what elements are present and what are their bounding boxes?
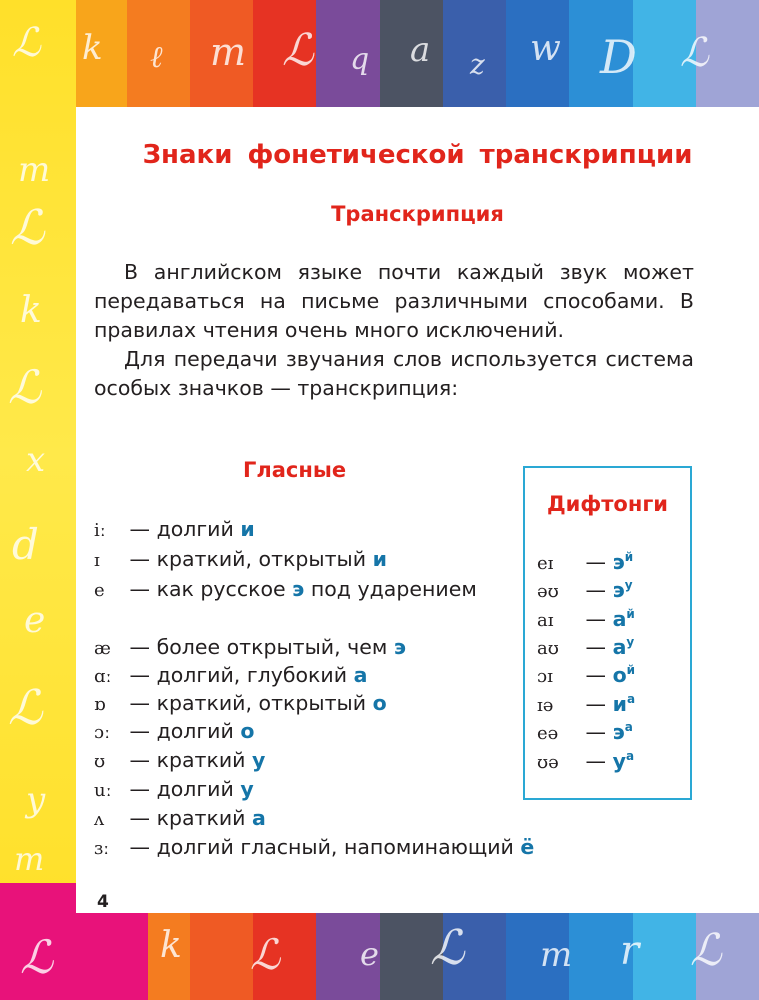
- intro-text: [94, 258, 694, 403]
- diphthong-sound: а: [612, 635, 627, 659]
- diphthong-sound: э: [612, 720, 625, 744]
- vowel-description: краткий, открытый: [156, 547, 367, 571]
- vowel-description: долгий: [156, 719, 234, 743]
- vowel-sound: а: [353, 663, 368, 687]
- diphthong-row: [537, 578, 677, 607]
- vowel-row: [94, 835, 654, 864]
- diphthong-glide: а: [626, 692, 636, 707]
- vowel-dash: —: [129, 663, 151, 687]
- vowel-row: [94, 577, 494, 606]
- vowel-sound: э: [292, 577, 305, 601]
- vowel-row: [94, 663, 494, 692]
- diphthong-symbol: eɪ: [537, 553, 554, 574]
- vowels-heading: Гласные: [243, 458, 347, 482]
- vowel-row: [94, 719, 494, 748]
- vowel-dash: —: [129, 719, 151, 743]
- vowel-symbol: ɜː: [94, 838, 110, 859]
- vowel-description: краткий: [156, 748, 246, 772]
- vowel-sound: у: [240, 777, 254, 801]
- diphthong-glide: й: [624, 550, 634, 565]
- diphthong-dash: —: [585, 635, 607, 659]
- vowel-description: как русское: [156, 577, 286, 601]
- vowel-sound: у: [252, 748, 266, 772]
- page-title: Знаки фонетической транскрипции: [142, 140, 693, 170]
- vowel-description: долгий, глубокий: [156, 663, 348, 687]
- vowel-sound: и: [240, 517, 255, 541]
- vowel-dash: —: [129, 835, 151, 859]
- left-color-band: [0, 0, 76, 913]
- diphthong-glide: й: [626, 663, 636, 678]
- vowel-sound: о: [372, 691, 387, 715]
- vowel-dash: —: [129, 517, 151, 541]
- diphthongs-box: [523, 466, 692, 800]
- diphthong-symbol: ɔɪ: [537, 666, 553, 687]
- diphthong-dash: —: [585, 692, 607, 716]
- diphthong-row: [537, 692, 677, 721]
- vowel-row: [94, 777, 494, 806]
- vowel-sound: и: [372, 547, 387, 571]
- diphthong-glide: а: [624, 720, 633, 735]
- vowel-dash: —: [129, 547, 151, 571]
- vowel-sound: ё: [520, 835, 535, 859]
- vowel-sound: о: [240, 719, 255, 743]
- diphthong-dash: —: [585, 749, 607, 773]
- vowel-description: краткий: [156, 806, 246, 830]
- diphthong-dash: —: [585, 663, 607, 687]
- diphthong-sound: э: [612, 578, 625, 602]
- diphthong-symbol: aɪ: [537, 610, 554, 631]
- vowel-row: [94, 748, 494, 777]
- diphthong-glide: й: [626, 607, 635, 622]
- diphthong-dash: —: [585, 578, 607, 602]
- diphthong-symbol: ʊə: [537, 752, 559, 773]
- diphthong-symbol: eə: [537, 723, 559, 744]
- vowel-description: долгий гласный, напоминающий: [156, 835, 514, 859]
- diphthong-dash: —: [585, 550, 607, 574]
- diphthong-row: [537, 607, 677, 636]
- top-color-band: [0, 0, 759, 107]
- diphthong-sound: и: [612, 692, 627, 716]
- diphthong-glide: а: [625, 749, 635, 764]
- vowel-dash: —: [129, 635, 151, 659]
- vowel-symbol: ɪ: [94, 550, 100, 571]
- vowel-dash: —: [129, 748, 151, 772]
- vowel-dash: —: [129, 806, 151, 830]
- decorative-letters: ℒ k ℓ m ℒ q a z w D ℒ m ℒ k ℒ x d e ℒ y m ℒ k ℒ e ℒ m r ℒ: [8, 20, 722, 984]
- diphthong-dash: —: [585, 607, 607, 631]
- diphthong-symbol: ɪə: [537, 695, 554, 716]
- diphthong-dash: —: [585, 720, 607, 744]
- vowel-symbol: ɒ: [94, 694, 106, 715]
- diphthong-sound: э: [612, 550, 625, 574]
- diphthong-sound: а: [612, 607, 627, 631]
- diphthong-row: [537, 749, 677, 778]
- diphthong-row: [537, 720, 677, 749]
- vowel-symbol: ʌ: [94, 809, 105, 830]
- vowel-description: долгий: [156, 517, 234, 541]
- vowel-row: [94, 691, 494, 720]
- vowel-dash: —: [129, 777, 151, 801]
- vowel-symbol: iː: [94, 520, 106, 541]
- diphthongs-heading: Дифтонги: [546, 492, 669, 516]
- vowel-row: [94, 547, 494, 576]
- vowel-symbol: uː: [94, 780, 112, 801]
- vowel-symbol: æ: [94, 638, 111, 659]
- diphthong-row: [537, 635, 677, 664]
- diphthong-sound: у: [612, 749, 626, 773]
- diphthong-row: [537, 663, 677, 692]
- vowel-dash: —: [129, 691, 151, 715]
- vowel-symbol: ɑː: [94, 666, 112, 687]
- vowel-row: [94, 635, 494, 664]
- vowel-sound: а: [252, 806, 266, 830]
- vowel-dash: —: [129, 577, 151, 601]
- vowel-tail: под ударением: [310, 577, 477, 601]
- page-number: 4: [97, 892, 109, 912]
- vowel-description: долгий: [156, 777, 234, 801]
- section-subtitle: Транскрипция: [331, 202, 504, 226]
- vowel-row: [94, 806, 494, 835]
- vowel-sound: э: [393, 635, 407, 659]
- vowel-description: краткий, открытый: [156, 691, 367, 715]
- vowel-symbol: ʊ: [94, 751, 106, 772]
- diphthong-glide: у: [624, 578, 633, 593]
- vowel-symbol: e: [94, 580, 105, 601]
- diphthong-symbol: aʊ: [537, 638, 559, 659]
- vowel-row: [94, 517, 494, 546]
- diphthong-row: [537, 550, 677, 579]
- diphthong-symbol: əʊ: [537, 581, 559, 602]
- vowel-symbol: ɔː: [94, 722, 111, 743]
- intro-paragraph-1: В английском языке почти каждый звук может передаваться на письме различными способами. В правилах чтения очень много исключений.: [94, 260, 694, 342]
- vowel-description: более открытый, чем: [156, 635, 388, 659]
- diphthong-sound: о: [612, 663, 627, 687]
- intro-paragraph-2: Для передачи звучания слов используется система особых значков — транскрипция:: [94, 347, 694, 400]
- diphthong-glide: у: [626, 635, 635, 650]
